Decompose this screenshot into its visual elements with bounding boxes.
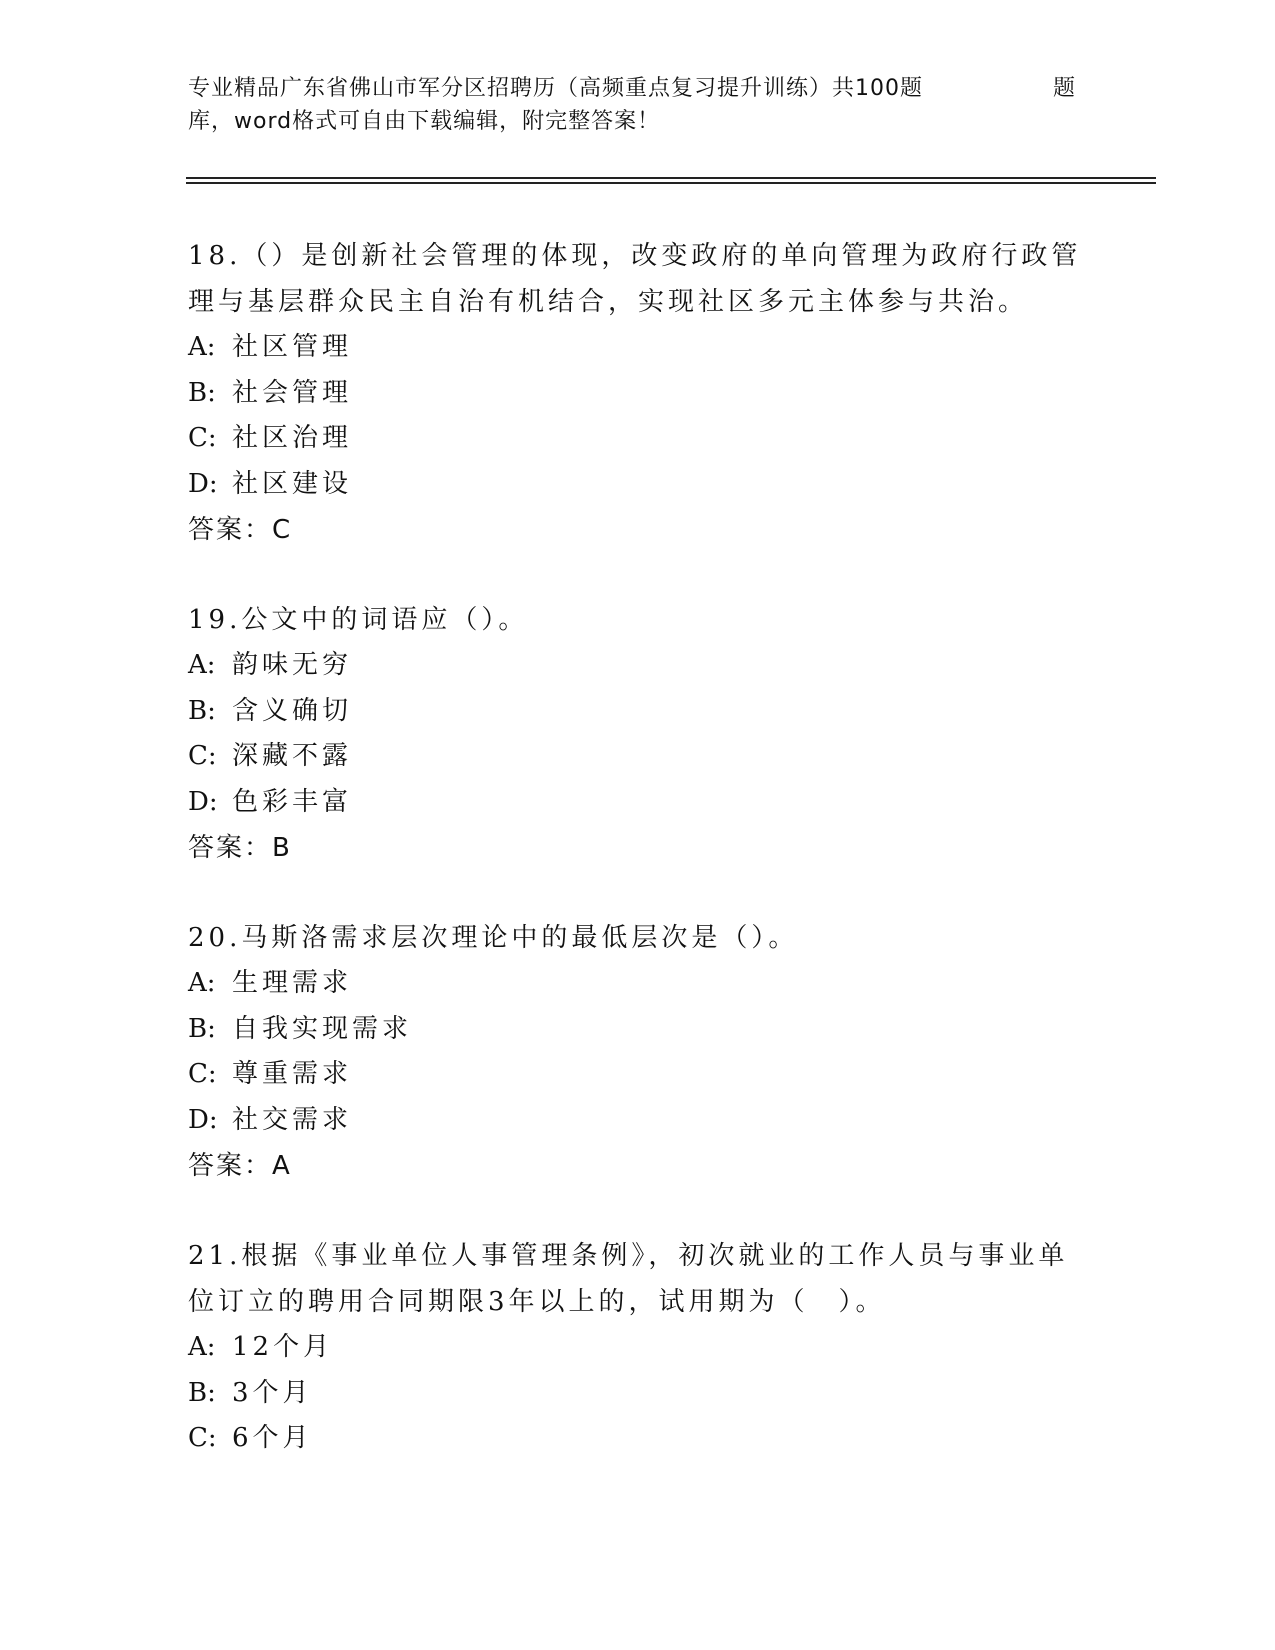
option-d bbox=[188, 1098, 1088, 1144]
option-text: 生理需求 bbox=[232, 968, 353, 998]
option-key: C: bbox=[188, 1423, 217, 1453]
option-key: C: bbox=[188, 741, 217, 771]
option-b bbox=[188, 689, 1088, 735]
header-line-1: 专业精品广东省佛山市军分区招聘历（高频重点复习提升训练）共100题 bbox=[188, 76, 923, 101]
option-text: 深藏不露 bbox=[232, 741, 353, 771]
option-b bbox=[188, 1371, 1088, 1417]
option-key: D: bbox=[188, 468, 218, 499]
option-key: C: bbox=[188, 1059, 217, 1089]
option-text: 3个月 bbox=[232, 1377, 313, 1408]
question-list bbox=[188, 233, 1088, 1506]
option-a bbox=[188, 961, 1088, 1007]
option-key: B: bbox=[188, 695, 216, 726]
option-key: A: bbox=[188, 332, 216, 362]
option-a bbox=[188, 643, 1088, 689]
option-c bbox=[188, 1416, 1088, 1462]
option-text: 12个月 bbox=[232, 1332, 334, 1362]
option-c bbox=[188, 416, 1088, 462]
option-c bbox=[188, 1052, 1088, 1098]
option-key: A: bbox=[188, 1332, 216, 1362]
header-line-1-tail: 题 bbox=[1053, 76, 1076, 101]
answer-label: 答案：B bbox=[188, 833, 292, 863]
option-text: 6个月 bbox=[232, 1423, 313, 1453]
header-line-2: 库，word格式可自由下载编辑，附完整答案！ bbox=[188, 109, 661, 134]
answer-label: 答案：C bbox=[188, 515, 293, 545]
answer-label: 答案：A bbox=[188, 1151, 292, 1181]
question-stem: 20.马斯洛需求层次理论中的最低层次是（）。 bbox=[188, 923, 799, 953]
option-text: 社区建设 bbox=[232, 468, 353, 499]
question-19 bbox=[188, 597, 1088, 871]
option-text: 韵味无穷 bbox=[232, 650, 353, 680]
question-stem: 18.（）是创新社会管理的体现，改变政府的单向管理为政府行政管理与基层群众民主自治有机结合，实现社区多元主体参与共治。 bbox=[188, 241, 1082, 317]
option-text: 社交需求 bbox=[232, 1104, 353, 1135]
option-c bbox=[188, 734, 1088, 780]
option-key: B: bbox=[188, 377, 216, 408]
option-b bbox=[188, 1007, 1088, 1053]
option-d bbox=[188, 462, 1088, 508]
option-key: D: bbox=[188, 786, 218, 817]
question-21 bbox=[188, 1233, 1088, 1462]
option-a bbox=[188, 1325, 1088, 1371]
option-text: 自我实现需求 bbox=[232, 1013, 413, 1044]
option-d bbox=[188, 780, 1088, 826]
option-text: 社会管理 bbox=[232, 377, 353, 408]
option-text: 社区治理 bbox=[232, 423, 353, 453]
option-text: 社区管理 bbox=[232, 332, 353, 362]
option-key: B: bbox=[188, 1377, 216, 1408]
question-stem: 19.公文中的词语应（）。 bbox=[188, 605, 529, 635]
question-18 bbox=[188, 233, 1088, 553]
option-text: 含义确切 bbox=[232, 695, 353, 726]
document-header bbox=[188, 72, 1088, 138]
question-20 bbox=[188, 915, 1088, 1189]
option-a bbox=[188, 325, 1088, 371]
question-stem: 21.根据《事业单位人事管理条例》，初次就业的工作人员与事业单位订立的聘用合同期限3年以上的，试用期为（ ）。 bbox=[188, 1241, 1069, 1317]
option-b bbox=[188, 371, 1088, 417]
option-key: A: bbox=[188, 650, 216, 680]
option-key: C: bbox=[188, 423, 217, 453]
option-key: D: bbox=[188, 1104, 218, 1135]
option-text: 色彩丰富 bbox=[232, 786, 353, 817]
option-text: 尊重需求 bbox=[232, 1059, 353, 1089]
option-key: A: bbox=[188, 968, 216, 998]
header-divider-top bbox=[186, 177, 1156, 179]
header-divider-bottom bbox=[186, 182, 1156, 184]
option-key: B: bbox=[188, 1013, 216, 1044]
